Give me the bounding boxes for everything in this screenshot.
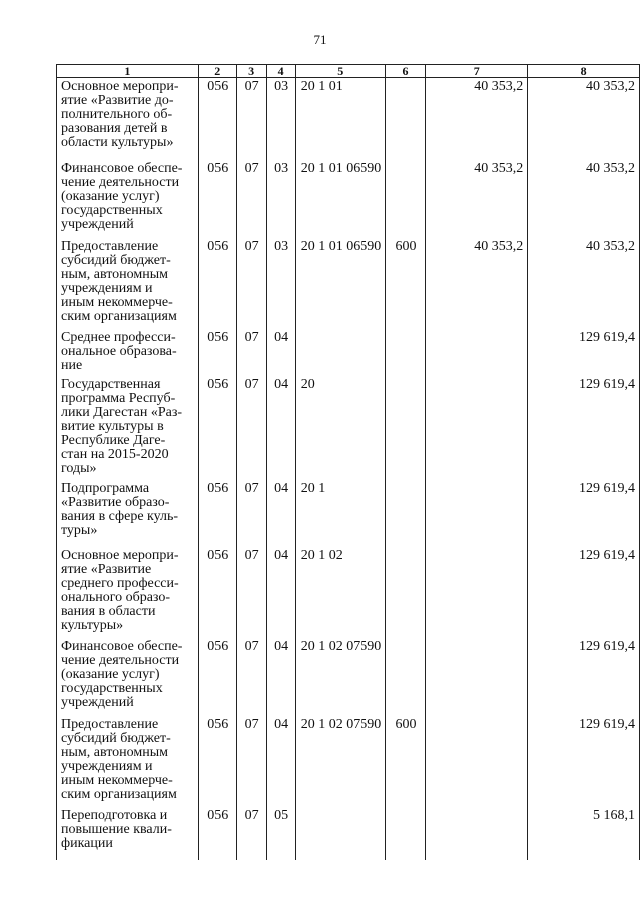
- amount-col-8: 129 619,4: [528, 329, 640, 376]
- section-code: 07: [236, 329, 266, 376]
- amount-col-7: [426, 547, 528, 638]
- expense-type-code: [385, 807, 426, 860]
- item-name: Основное меропри- ятие «Развитие до- полнительного об- разования детей в области культуры»: [57, 78, 199, 160]
- amount-col-7: 40 353,2: [426, 78, 528, 160]
- header-col-4: 4: [266, 65, 295, 78]
- subsection-code: 03: [266, 160, 295, 238]
- expense-type-code: [385, 638, 426, 716]
- header-col-5: 5: [295, 65, 385, 78]
- table-row: [57, 638, 640, 716]
- amount-col-8: 129 619,4: [528, 716, 640, 807]
- amount-col-8: 40 353,2: [528, 160, 640, 238]
- grbs-code: 056: [198, 376, 236, 480]
- subsection-code: 04: [266, 716, 295, 807]
- section-code: 07: [236, 160, 266, 238]
- item-name: Переподготовка и повышение квали- фикации: [57, 807, 199, 860]
- item-name: Предоставление субсидий бюджет- ным, автономным учреждениям и иным некоммерче- ским организациям: [57, 238, 199, 329]
- table-row: [57, 716, 640, 807]
- section-code: 07: [236, 807, 266, 860]
- table-body: [57, 78, 640, 860]
- subsection-code: 04: [266, 480, 295, 547]
- target-article-code: 20 1 01 06590: [295, 160, 385, 238]
- item-name: Предоставление субсидий бюджет- ным, автономным учреждениям и иным некоммерче- ским организациям: [57, 716, 199, 807]
- amount-col-7: [426, 480, 528, 547]
- table-row: [57, 78, 640, 160]
- expense-type-code: [385, 376, 426, 480]
- amount-col-7: [426, 807, 528, 860]
- grbs-code: 056: [198, 638, 236, 716]
- table-header: [57, 65, 640, 78]
- target-article-code: 20 1 02 07590: [295, 638, 385, 716]
- amount-col-7: 40 353,2: [426, 238, 528, 329]
- table-row: [57, 160, 640, 238]
- amount-col-8: 40 353,2: [528, 238, 640, 329]
- amount-col-7: [426, 716, 528, 807]
- header-col-1: 1: [57, 65, 199, 78]
- amount-col-8: 129 619,4: [528, 480, 640, 547]
- target-article-code: [295, 807, 385, 860]
- grbs-code: 056: [198, 807, 236, 860]
- item-name: Государственная программа Респуб- лики Дагестан «Раз- витие культуры в Республике Даге- стан на 2015-2020 годы»: [57, 376, 199, 480]
- budget-table: [56, 64, 640, 860]
- grbs-code: 056: [198, 160, 236, 238]
- section-code: 07: [236, 547, 266, 638]
- expense-type-code: [385, 78, 426, 160]
- subsection-code: 04: [266, 547, 295, 638]
- section-code: 07: [236, 238, 266, 329]
- item-name: Финансовое обеспе- чение деятельности (оказание услуг) государственных учреждений: [57, 638, 199, 716]
- table-row: [57, 480, 640, 547]
- table-row: [57, 238, 640, 329]
- section-code: 07: [236, 716, 266, 807]
- amount-col-8: 5 168,1: [528, 807, 640, 860]
- subsection-code: 05: [266, 807, 295, 860]
- grbs-code: 056: [198, 480, 236, 547]
- target-article-code: 20 1: [295, 480, 385, 547]
- amount-col-7: [426, 638, 528, 716]
- expense-type-code: [385, 329, 426, 376]
- target-article-code: 20 1 01 06590: [295, 238, 385, 329]
- header-col-3: 3: [236, 65, 266, 78]
- section-code: 07: [236, 376, 266, 480]
- subsection-code: 04: [266, 329, 295, 376]
- expense-type-code: [385, 547, 426, 638]
- grbs-code: 056: [198, 547, 236, 638]
- table-row: [57, 807, 640, 860]
- expense-type-code: 600: [385, 238, 426, 329]
- target-article-code: [295, 329, 385, 376]
- amount-col-7: [426, 376, 528, 480]
- page-number: 71: [313, 32, 327, 47]
- target-article-code: 20: [295, 376, 385, 480]
- item-name: Основное меропри- ятие «Развитие среднего професси- онального образо- вания в области культуры»: [57, 547, 199, 638]
- item-name: Финансовое обеспе- чение деятельности (оказание услуг) государственных учреждений: [57, 160, 199, 238]
- grbs-code: 056: [198, 238, 236, 329]
- item-name: Среднее професси- ональное образова- ние: [57, 329, 199, 376]
- grbs-code: 056: [198, 78, 236, 160]
- subsection-code: 03: [266, 238, 295, 329]
- header-col-7: 7: [426, 65, 528, 78]
- item-name: Подпрограмма «Развитие образо- вания в сфере куль- туры»: [57, 480, 199, 547]
- grbs-code: 056: [198, 716, 236, 807]
- amount-col-8: 129 619,4: [528, 638, 640, 716]
- target-article-code: 20 1 02 07590: [295, 716, 385, 807]
- amount-col-8: 129 619,4: [528, 547, 640, 638]
- header-col-6: 6: [385, 65, 426, 78]
- grbs-code: 056: [198, 329, 236, 376]
- amount-col-8: 40 353,2: [528, 78, 640, 160]
- target-article-code: 20 1 01: [295, 78, 385, 160]
- subsection-code: 03: [266, 78, 295, 160]
- subsection-code: 04: [266, 638, 295, 716]
- amount-col-7: [426, 329, 528, 376]
- header-col-2: 2: [198, 65, 236, 78]
- section-code: 07: [236, 480, 266, 547]
- subsection-code: 04: [266, 376, 295, 480]
- table-row: [57, 329, 640, 376]
- expense-type-code: [385, 160, 426, 238]
- amount-col-7: 40 353,2: [426, 160, 528, 238]
- section-code: 07: [236, 638, 266, 716]
- header-col-8: 8: [528, 65, 640, 78]
- table-row: [57, 376, 640, 480]
- target-article-code: 20 1 02: [295, 547, 385, 638]
- amount-col-8: 129 619,4: [528, 376, 640, 480]
- table-row: [57, 547, 640, 638]
- expense-type-code: [385, 480, 426, 547]
- expense-type-code: 600: [385, 716, 426, 807]
- section-code: 07: [236, 78, 266, 160]
